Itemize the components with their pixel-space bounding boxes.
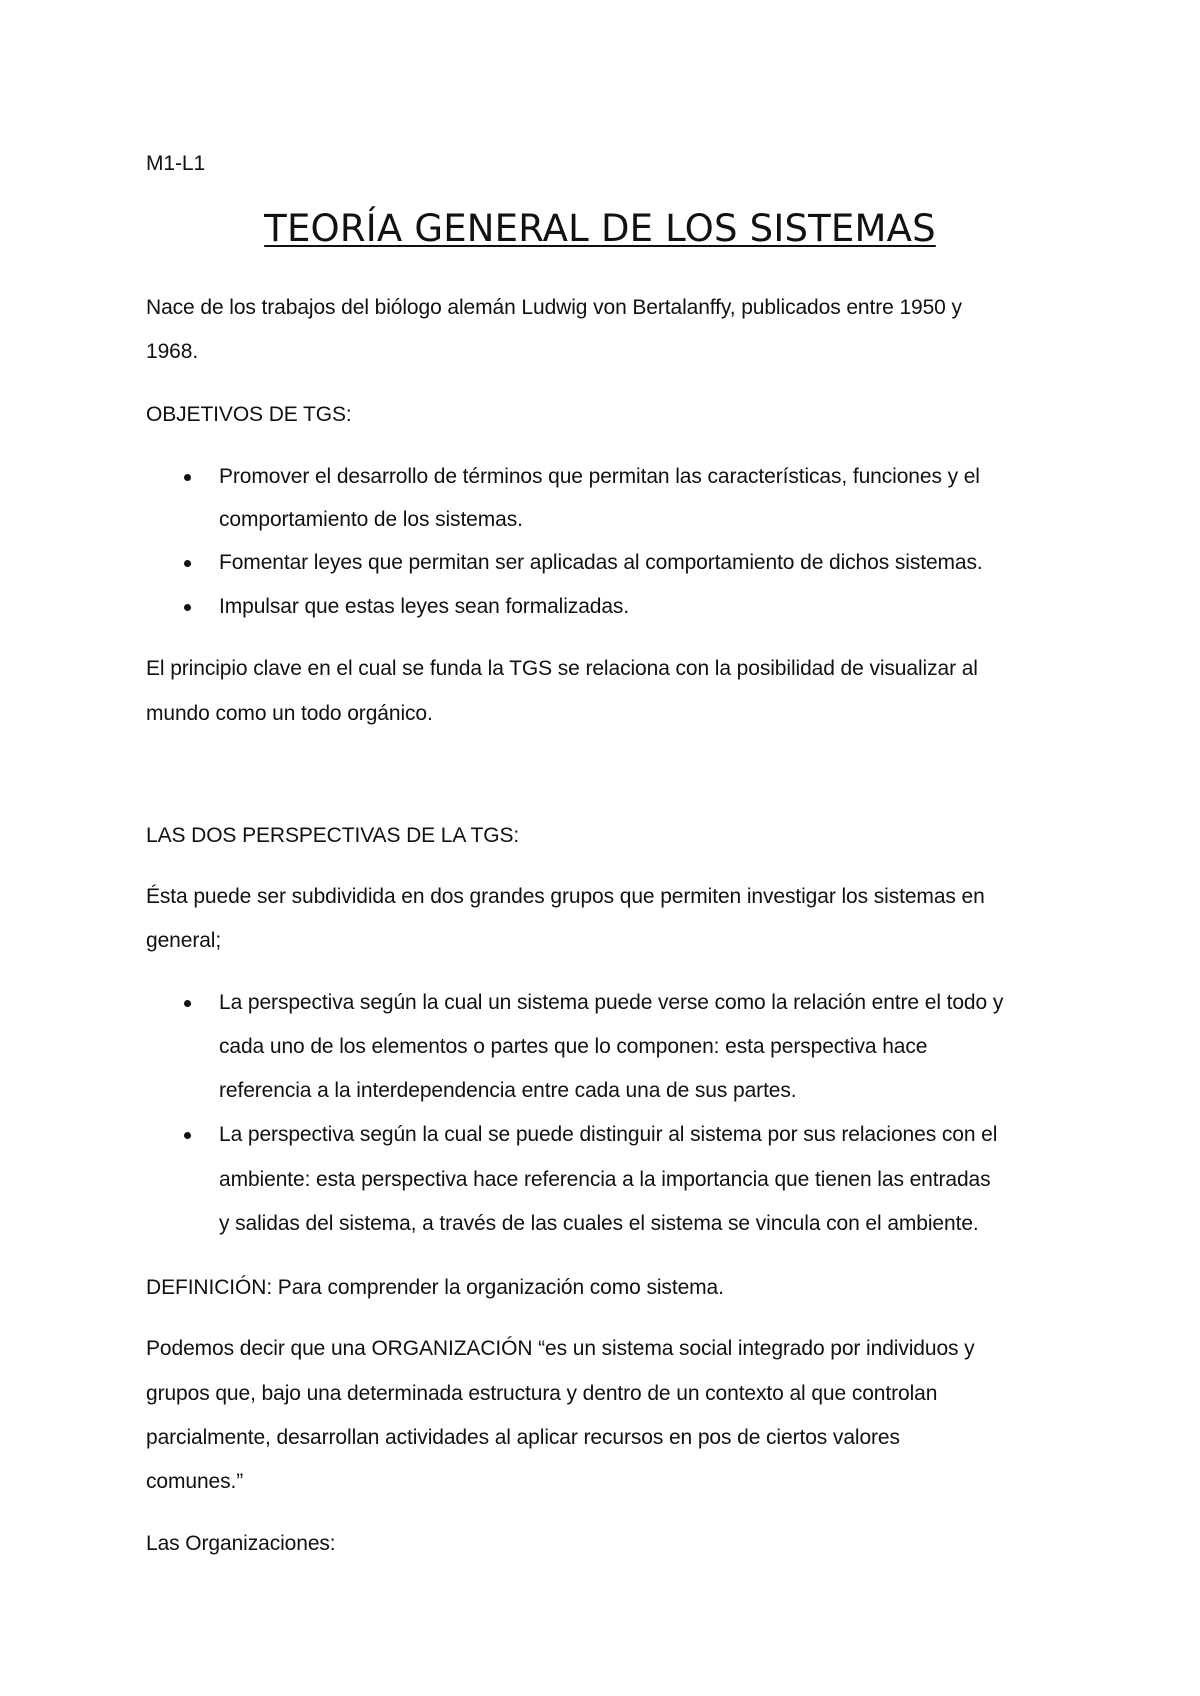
perspective-2-line-3: y salidas del sistema, a través de las cuales el sistema se vincula con el ambiente. <box>219 1212 979 1235</box>
perspectives-intro-line-1: Ésta puede ser subdividida en dos grandes grupos que permiten investigar los sistemas en <box>146 885 985 908</box>
perspective-1-line-3: referencia a la interdependencia entre cada una de sus partes. <box>219 1079 797 1102</box>
perspective-2-line-2: ambiente: esta perspectiva hace referencia a la importancia que tienen las entradas <box>219 1168 991 1191</box>
bullet-icon <box>184 1132 191 1139</box>
organization-line-1: Podemos decir que una ORGANIZACIÓN “es un sistema social integrado por individuos y <box>146 1337 975 1360</box>
perspectives-intro-line-2: general; <box>146 929 222 952</box>
perspectives-heading: LAS DOS PERSPECTIVAS DE LA TGS: <box>146 824 520 847</box>
definition-line: DEFINICIÓN: Para comprender la organización como sistema. <box>146 1276 724 1299</box>
objective-2-line-1: Fomentar leyes que permitan ser aplicadas al comportamiento de dichos sistemas. <box>219 551 983 574</box>
principle-line-2: mundo como un todo orgánico. <box>146 702 433 725</box>
perspective-1-line-1: La perspectiva según la cual un sistema puede verse como la relación entre el todo y <box>219 991 1004 1014</box>
organization-line-4: comunes.” <box>146 1470 244 1493</box>
objective-1-line-1: Promover el desarrollo de términos que permitan las características, funciones y el <box>219 465 980 488</box>
intro-line-2: 1968. <box>146 340 199 363</box>
page-title: TEORÍA GENERAL DE LOS SISTEMAS <box>264 207 936 250</box>
objective-3-line-1: Impulsar que estas leyes sean formalizadas. <box>219 595 630 618</box>
perspective-1-line-2: cada uno de los elementos o partes que lo componen: esta perspectiva hace <box>219 1035 928 1058</box>
perspective-2-line-1: La perspectiva según la cual se puede distinguir al sistema por sus relaciones con el <box>219 1123 998 1146</box>
bullet-icon <box>184 1000 191 1007</box>
bullet-icon <box>184 560 191 567</box>
organization-line-3: parcialmente, desarrollan actividades al aplicar recursos en pos de ciertos valores <box>146 1426 900 1449</box>
objectives-heading: OBJETIVOS DE TGS: <box>146 403 352 426</box>
bullet-icon <box>184 474 191 481</box>
principle-line-1: El principio clave en el cual se funda la TGS se relaciona con la posibilidad de visualizar al <box>146 657 978 680</box>
organization-line-2: grupos que, bajo una determinada estructura y dentro de un contexto al que controlan <box>146 1382 938 1405</box>
organizations-heading: Las Organizaciones: <box>146 1532 336 1555</box>
bullet-icon <box>184 604 191 611</box>
intro-line-1: Nace de los trabajos del biólogo alemán Ludwig von Bertalanffy, publicados entre 1950 y <box>146 296 962 319</box>
document-code: M1-L1 <box>146 152 206 175</box>
objective-1-line-2: comportamiento de los sistemas. <box>219 508 523 531</box>
